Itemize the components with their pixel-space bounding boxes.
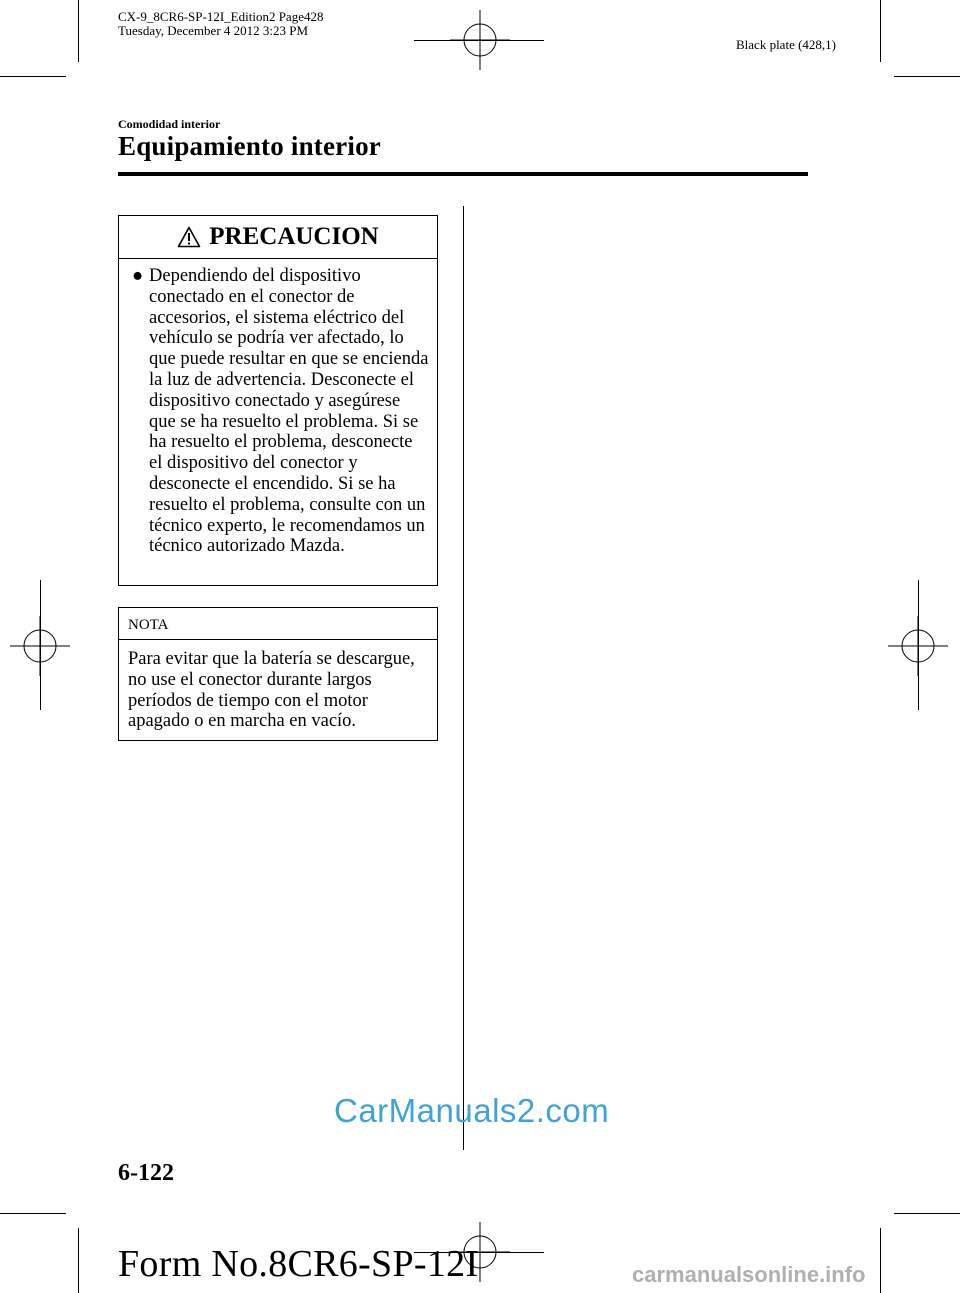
caution-title: PRECAUCION [209, 223, 379, 250]
form-number: Form No.8CR6-SP-12I [118, 1243, 479, 1285]
caution-header [119, 216, 437, 259]
crop-mark [40, 580, 41, 710]
crop-mark [78, 0, 79, 62]
watermark-logo: CarManuals2.com [334, 1092, 610, 1129]
crop-mark [0, 76, 66, 77]
print-info [118, 10, 323, 38]
crop-mark [918, 580, 919, 710]
note-box [118, 607, 438, 741]
crop-mark [894, 1213, 960, 1214]
crop-mark [414, 40, 544, 41]
caution-box [118, 215, 438, 586]
plate-info: Black plate (428,1) [736, 37, 836, 52]
page-number: 6-122 [118, 1160, 174, 1186]
section-label: Comodidad interior [118, 117, 221, 131]
print-info-date: Tuesday, December 4 2012 3:23 PM [118, 23, 309, 38]
page-title: Equipamiento interior [118, 131, 381, 161]
crop-mark [880, 1228, 881, 1293]
bullet-dot-icon: ● [132, 266, 144, 286]
caution-text: Dependiendo del dispositivo conectado en el conector de accesorios, el sistema eléctrico del vehículo se podría ver afectado, lo que puede resultar en que se encienda la luz de advertencia. Desconecte el dispositivo conectado y asegúrese que se ha resuelto el problema. Si se ha resuelto el problema, desconecte el dispositivo del conector y desconecte el encendido. Si se ha resuelto el problema, consulte con un técnico experto, le recomendamos un técnico autorizado Mazda. [149, 266, 429, 557]
warning-triangle-icon [177, 226, 201, 248]
crop-mark [894, 76, 960, 77]
site-watermark: carmanualsonline.info [632, 1262, 866, 1287]
note-text: Para evitar que la batería se descargue, no use el conector durante largos períodos de tiempo con el motor apagado o en marcha en vacío. [128, 649, 415, 732]
crop-mark [0, 1213, 66, 1214]
note-header [119, 608, 437, 640]
caution-body [119, 259, 437, 557]
crop-mark [78, 1228, 79, 1293]
note-title: NOTA [128, 617, 169, 633]
crop-mark [880, 0, 881, 62]
column-divider [463, 206, 464, 1150]
print-info-file: CX-9_8CR6-SP-12I_Edition2 Page428 [118, 9, 324, 24]
title-rule [118, 172, 808, 176]
